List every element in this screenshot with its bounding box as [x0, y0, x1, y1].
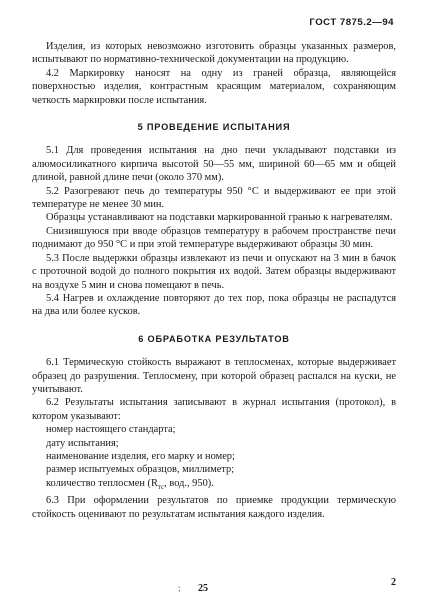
standard-header: ГОСТ 7875.2—94 — [309, 17, 394, 28]
paragraph-5-2: 5.2 Разогревают печь до температуры 950 °С и выдерживают ее при этой температуре не менее 30 мин. — [32, 185, 396, 211]
paragraph-6-1: 6.1 Термическую стойкость выражают в теплосменах, которые выдерживает образец до разрушения. Теплосмену, при которой образец распался на куски, не учитывают. — [32, 357, 396, 395]
paragraph-5-3: 5.3 После выдержки образцы извлекают из печи и опускают на 3 мин в бачок с проточной водой до полного покрытия их водой. Затем образцы выдерживают на воздухе 5 мин и снова помещают в печь. — [32, 252, 396, 291]
page-number-corner: 2 — [391, 577, 396, 588]
list-item — [46, 477, 396, 494]
list-item-text: количество теплосмен (R — [46, 477, 158, 489]
paragraph-6-3: 6.3 При оформлении результатов по приемке продукции термическую стойкость оценивают по результатам испытания каждого изделия. — [32, 495, 396, 520]
list-item: дату испытания; — [46, 437, 119, 449]
footer-mark: ; — [178, 583, 181, 593]
paragraph-5-2-c: Снизившуюся при вводе образцов температуру в рабочем пространстве печи поднимают до 950 °С и при этой температуре выдерживают образцы 30 мин. — [32, 225, 396, 251]
list-item: номер настоящего стандарта; — [46, 424, 176, 436]
section-5-title: 5 ПРОВЕДЕНИЕ ИСПЫТАНИЯ — [137, 122, 291, 133]
page-content — [32, 40, 396, 521]
section-6-title: 6 ОБРАБОТКА РЕЗУЛЬТАТОВ — [138, 333, 290, 344]
list-item-text-end: , вод., 950). — [164, 477, 214, 489]
paragraph-intro-1: Изделия, из которых невозможно изготовить образцы указанных размеров, испытывают по нормативно-технической документации на продукцию. — [32, 41, 396, 66]
record-items-list — [32, 423, 396, 494]
paragraph-5-2-b: Образцы устанавливают на подставки маркированной гранью к нагревателям. — [46, 212, 393, 224]
subscript-text: тс — [157, 482, 165, 491]
paragraph-6-2: 6.2 Результаты испытания записывают в журнал испытания (протокол), в котором указывают: — [32, 397, 396, 422]
page-number-center: 25 — [198, 583, 208, 594]
list-item: размер испытуемых образцов, миллиметр; — [46, 464, 235, 476]
paragraph-5-4: 5.4 Нагрев и охлаждение повторяют до тех пор, пока образцы не распадутся на два или более кусков. — [32, 292, 396, 318]
paragraph-5-1: 5.1 Для проведения испытания на дно печи укладывают подставки из алюмосиликатного кирпича высотой 50—55 мм, шириной 60—65 мм и общей длиной, равной длине печи (около 370 мм). — [32, 145, 396, 184]
paragraph-4-2: 4.2 Маркировку наносят на одну из граней образца, являющейся поверхностью изделия, контрастным красящим материалом, сохраняющим четкость маркировки после испытания. — [32, 67, 396, 106]
list-item: наименование изделия, его марку и номер; — [46, 450, 235, 462]
